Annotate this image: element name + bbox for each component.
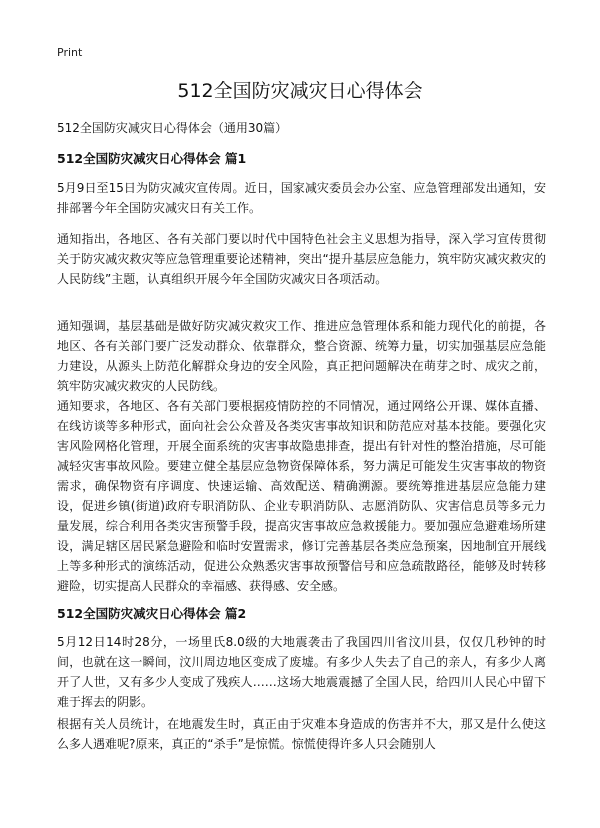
document-subtitle: 512全国防灾减灾日心得体会（通用30篇） xyxy=(57,121,288,135)
paragraph-1-1: 5月9日至15日为防灾减灾宣传周。近日，国家减灾委员会办公室、应急管理部发出通知，安排部署今年全国防灾减灾日有关工作。 xyxy=(57,181,546,215)
paragraph-1-4: 通知要求，各地区、各有关部门要根据疫情防控的不同情况，通过网络公开课、媒体直播、在线访谈等多种形式，面向社会公众普及各类灾害事故知识和防范应对基本技能。要强化灾害风险网格化管理，开展全面系统的灾害事故隐患排查，提出有针对性的整治措施，尽可能减轻灾害事故风险。要建立健全基层应急物资保障体系，努力满足可能发生灾害事故的物资需求，确保物资有序调度、快速运输、高效配送、精确溯源。要统筹推进基层应急能力建设，促进乡镇(街道)政府专职消防队、企业专职消防队、志愿消防队、灾害信息员等多元力量发展，综合利用各类灾害预警手段，提高灾害事故应急救援能力。要加强应急避难场所建设，满足辖区居民紧急避险和临时安置需求，修订完善基层各类应急预案，因地制宜开展线上等多种形式的演练活动，促进公众熟悉灾害事故预警信号和应急疏散路径，能够及时转移避险，切实提高人民群众的幸福感、获得感、安全感。 xyxy=(57,399,546,593)
page-title: 512全国防灾减灾日心得体会 xyxy=(177,80,423,102)
paragraph-2-1: 5月12日14时28分，一场里氏8.0级的大地震袭击了我国四川省汶川县，仅仅几秒钟的时间，也就在这一瞬间，汶川周边地区变成了废墟。有多少人失去了自己的亲人，有多少人离开了人世，又有多少人变成了残疾人……这场大地震震撼了全国人民，给四川人民心中留下难于挥去的阴影。 xyxy=(57,635,546,709)
section-heading-2: 512全国防灾减灾日心得体会 篇2 xyxy=(57,606,247,621)
paragraph-1-3: 通知强调，基层基础是做好防灾减灾救灾工作、推进应急管理体系和能力现代化的前提，各地区、各有关部门要广泛发动群众、依靠群众，整合资源、统筹力量，切实加强基层应急能力建设，从源头上防范化解群众身边的安全风险，真正把问题解决在萌芽之时、成灾之前，筑牢防灾减灾救灾的人民防线。 xyxy=(57,319,546,393)
paragraph-1-2: 通知指出，各地区、各有关部门要以时代中国特色社会主义思想为指导，深入学习宣传贯彻关于防灾减灾救灾等应急管理重要论述精神，突出“提升基层应急能力，筑牢防灾减灾救灾的人民防线”主题，认真组织开展今年全国防灾减灾日各项活动。 xyxy=(57,232,546,286)
print-link[interactable]: Print xyxy=(57,46,83,59)
paragraph-2-2: 根据有关人员统计，在地震发生时，真正由于灾难本身造成的伤害并不大，那又是什么使这么多人遇难呢?原来，真正的“杀手”是惊慌。惊慌使得许多人只会随别人 xyxy=(57,717,546,751)
section-heading-1: 512全国防灾减灾日心得体会 篇1 xyxy=(57,151,247,166)
